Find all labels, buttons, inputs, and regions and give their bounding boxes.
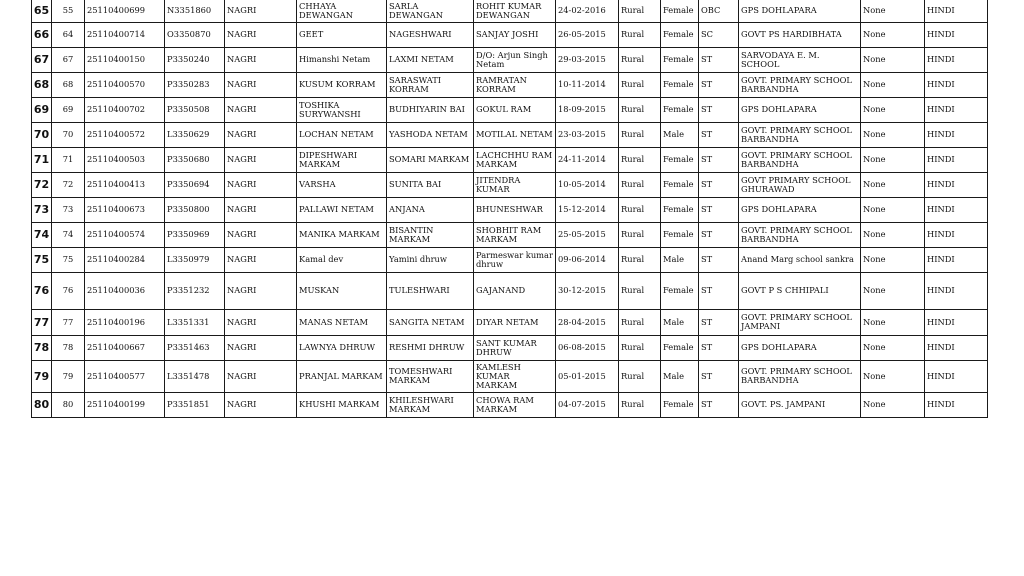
student-list-table: [31, 0, 988, 418]
cell-area: Rural: [619, 392, 661, 417]
cell-gender: Female: [661, 72, 699, 97]
cell-area: Rural: [619, 22, 661, 47]
cell-sno: 80: [32, 392, 52, 417]
cell-code: P3350800: [165, 197, 225, 222]
cell-medium: HINDI: [925, 97, 988, 122]
cell-id: 25110400577: [85, 360, 165, 392]
cell-father: BHUNESHWAR: [474, 197, 556, 222]
cell-id: 25110400036: [85, 272, 165, 309]
table-row: [32, 97, 988, 122]
cell-medium: HINDI: [925, 0, 988, 22]
cell-gender: Male: [661, 360, 699, 392]
cell-mother: SOMARI MARKAM: [387, 147, 474, 172]
cell-block: NAGRI: [225, 335, 297, 360]
cell-gender: Female: [661, 222, 699, 247]
cell-area: Rural: [619, 247, 661, 272]
cell-category: ST: [699, 247, 739, 272]
cell-dob: 15-12-2014: [556, 197, 619, 222]
cell-name: CHHAYA DEWANGAN: [297, 0, 387, 22]
cell-area: Rural: [619, 0, 661, 22]
cell-gender: Male: [661, 247, 699, 272]
cell-area: Rural: [619, 309, 661, 335]
cell-father: KAMLESH KUMAR MARKAM: [474, 360, 556, 392]
cell-medium: HINDI: [925, 392, 988, 417]
cell-code: P3351851: [165, 392, 225, 417]
cell-sno: 79: [32, 360, 52, 392]
cell-code: P3350680: [165, 147, 225, 172]
cell-block: NAGRI: [225, 247, 297, 272]
cell-code: P3351232: [165, 272, 225, 309]
cell-gender: Male: [661, 122, 699, 147]
cell-sno: 66: [32, 22, 52, 47]
cell-id: 25110400673: [85, 197, 165, 222]
cell-id: 25110400284: [85, 247, 165, 272]
cell-school: GOVT. PRIMARY SCHOOL BARBANDHA: [739, 360, 861, 392]
cell-disability: None: [861, 309, 925, 335]
cell-code: P3351463: [165, 335, 225, 360]
cell-dob: 23-03-2015: [556, 122, 619, 147]
cell-area: Rural: [619, 122, 661, 147]
cell-dob: 26-05-2015: [556, 22, 619, 47]
cell-sno: 78: [32, 335, 52, 360]
cell-id: 25110400150: [85, 47, 165, 72]
cell-name: KHUSHI MARKAM: [297, 392, 387, 417]
cell-disability: None: [861, 272, 925, 309]
cell-medium: HINDI: [925, 147, 988, 172]
cell-mother: BUDHIYARIN BAI: [387, 97, 474, 122]
cell-disability: None: [861, 47, 925, 72]
cell-disability: None: [861, 197, 925, 222]
cell-id: 25110400699: [85, 0, 165, 22]
cell-father: GOKUL RAM: [474, 97, 556, 122]
cell-school: GOVT. PRIMARY SCHOOL BARBANDHA: [739, 147, 861, 172]
cell-code: P3350969: [165, 222, 225, 247]
cell-dob: 05-01-2015: [556, 360, 619, 392]
cell-school: GOVT P S CHHIPALI: [739, 272, 861, 309]
cell-block: NAGRI: [225, 72, 297, 97]
cell-id: 25110400503: [85, 147, 165, 172]
cell-category: ST: [699, 335, 739, 360]
cell-mother: TOMESHWARI MARKAM: [387, 360, 474, 392]
cell-block: NAGRI: [225, 172, 297, 197]
cell-roll: 77: [52, 309, 85, 335]
cell-name: VARSHA: [297, 172, 387, 197]
cell-category: SC: [699, 22, 739, 47]
cell-roll: 76: [52, 272, 85, 309]
cell-dob: 10-11-2014: [556, 72, 619, 97]
cell-roll: 68: [52, 72, 85, 97]
cell-disability: None: [861, 247, 925, 272]
cell-area: Rural: [619, 272, 661, 309]
cell-gender: Female: [661, 197, 699, 222]
table-body: [32, 0, 988, 417]
cell-name: Himanshi Netam: [297, 47, 387, 72]
cell-code: L3351331: [165, 309, 225, 335]
cell-name: PALLAWI NETAM: [297, 197, 387, 222]
cell-category: OBC: [699, 0, 739, 22]
cell-medium: HINDI: [925, 247, 988, 272]
cell-disability: None: [861, 172, 925, 197]
table-row: [32, 22, 988, 47]
cell-father: Parmeswar kumar dhruw: [474, 247, 556, 272]
cell-category: ST: [699, 147, 739, 172]
cell-gender: Female: [661, 22, 699, 47]
cell-school: GOVT PS HARDIBHATA: [739, 22, 861, 47]
cell-category: ST: [699, 97, 739, 122]
cell-school: GOVT. PRIMARY SCHOOL BARBANDHA: [739, 72, 861, 97]
cell-medium: HINDI: [925, 22, 988, 47]
cell-dob: 25-05-2015: [556, 222, 619, 247]
cell-disability: None: [861, 222, 925, 247]
cell-area: Rural: [619, 222, 661, 247]
cell-mother: RESHMI DHRUW: [387, 335, 474, 360]
cell-code: P3350283: [165, 72, 225, 97]
cell-disability: None: [861, 97, 925, 122]
cell-disability: None: [861, 72, 925, 97]
cell-disability: None: [861, 360, 925, 392]
cell-dob: 28-04-2015: [556, 309, 619, 335]
cell-roll: 78: [52, 335, 85, 360]
cell-mother: BISANTIN MARKAM: [387, 222, 474, 247]
table-row: [32, 197, 988, 222]
cell-dob: 09-06-2014: [556, 247, 619, 272]
cell-id: 25110400574: [85, 222, 165, 247]
cell-block: NAGRI: [225, 47, 297, 72]
cell-gender: Female: [661, 335, 699, 360]
cell-mother: ANJANA: [387, 197, 474, 222]
table-row: [32, 360, 988, 392]
cell-gender: Female: [661, 147, 699, 172]
cell-sno: 65: [32, 0, 52, 22]
cell-mother: YASHODA NETAM: [387, 122, 474, 147]
cell-id: 25110400570: [85, 72, 165, 97]
cell-medium: HINDI: [925, 197, 988, 222]
cell-sno: 69: [32, 97, 52, 122]
cell-code: O3350870: [165, 22, 225, 47]
cell-block: NAGRI: [225, 122, 297, 147]
cell-disability: None: [861, 0, 925, 22]
cell-father: GAJANAND: [474, 272, 556, 309]
table-row: [32, 335, 988, 360]
cell-area: Rural: [619, 360, 661, 392]
cell-roll: 70: [52, 122, 85, 147]
cell-medium: HINDI: [925, 72, 988, 97]
cell-father: JITENDRA KUMAR: [474, 172, 556, 197]
cell-block: NAGRI: [225, 22, 297, 47]
cell-block: NAGRI: [225, 197, 297, 222]
cell-area: Rural: [619, 172, 661, 197]
cell-gender: Female: [661, 272, 699, 309]
table-row: [32, 247, 988, 272]
cell-dob: 18-09-2015: [556, 97, 619, 122]
cell-school: GOVT. PRIMARY SCHOOL BARBANDHA: [739, 122, 861, 147]
cell-medium: HINDI: [925, 47, 988, 72]
cell-id: 25110400199: [85, 392, 165, 417]
cell-sno: 72: [32, 172, 52, 197]
cell-medium: HINDI: [925, 309, 988, 335]
cell-school: GOVT. PS. JAMPANI: [739, 392, 861, 417]
cell-block: NAGRI: [225, 147, 297, 172]
cell-sno: 76: [32, 272, 52, 309]
cell-area: Rural: [619, 97, 661, 122]
cell-block: NAGRI: [225, 360, 297, 392]
cell-sno: 77: [32, 309, 52, 335]
cell-name: GEET: [297, 22, 387, 47]
cell-code: P3350694: [165, 172, 225, 197]
cell-name: KUSUM KORRAM: [297, 72, 387, 97]
cell-mother: SANGITA NETAM: [387, 309, 474, 335]
cell-name: MANIKA MARKAM: [297, 222, 387, 247]
cell-area: Rural: [619, 197, 661, 222]
cell-school: GOVT. PRIMARY SCHOOL BARBANDHA: [739, 222, 861, 247]
table-row: [32, 122, 988, 147]
cell-name: MUSKAN: [297, 272, 387, 309]
cell-mother: Yamini dhruw: [387, 247, 474, 272]
cell-mother: NAGESHWARI: [387, 22, 474, 47]
cell-sno: 71: [32, 147, 52, 172]
cell-disability: None: [861, 147, 925, 172]
cell-roll: 64: [52, 22, 85, 47]
cell-name: DIPESHWARI MARKAM: [297, 147, 387, 172]
cell-gender: Female: [661, 47, 699, 72]
cell-mother: SARASWATI KORRAM: [387, 72, 474, 97]
table-row: [32, 147, 988, 172]
cell-category: ST: [699, 197, 739, 222]
cell-roll: 72: [52, 172, 85, 197]
cell-mother: SARLA DEWANGAN: [387, 0, 474, 22]
cell-medium: HINDI: [925, 335, 988, 360]
cell-category: ST: [699, 360, 739, 392]
cell-school: SARVODAYA E. M. SCHOOL: [739, 47, 861, 72]
cell-block: NAGRI: [225, 97, 297, 122]
cell-name: Kamal dev: [297, 247, 387, 272]
cell-father: LACHCHHU RAM MARKAM: [474, 147, 556, 172]
cell-sno: 70: [32, 122, 52, 147]
cell-gender: Female: [661, 392, 699, 417]
cell-code: L3350629: [165, 122, 225, 147]
cell-medium: HINDI: [925, 360, 988, 392]
cell-name: LOCHAN NETAM: [297, 122, 387, 147]
cell-gender: Male: [661, 309, 699, 335]
cell-school: GPS DOHLAPARA: [739, 197, 861, 222]
cell-father: SANJAY JOSHI: [474, 22, 556, 47]
cell-name: TOSHIKA SURYWANSHI: [297, 97, 387, 122]
cell-medium: HINDI: [925, 172, 988, 197]
cell-roll: 55: [52, 0, 85, 22]
cell-roll: 69: [52, 97, 85, 122]
cell-disability: None: [861, 22, 925, 47]
table-row: [32, 172, 988, 197]
cell-father: SANT KUMAR DHRUW: [474, 335, 556, 360]
cell-father: RAMRATAN KORRAM: [474, 72, 556, 97]
cell-gender: Female: [661, 172, 699, 197]
cell-block: NAGRI: [225, 309, 297, 335]
cell-school: Anand Marg school sankra: [739, 247, 861, 272]
cell-code: N3351860: [165, 0, 225, 22]
cell-disability: None: [861, 122, 925, 147]
cell-code: L3350979: [165, 247, 225, 272]
cell-category: ST: [699, 392, 739, 417]
cell-school: GPS DOHLAPARA: [739, 335, 861, 360]
cell-medium: HINDI: [925, 272, 988, 309]
cell-category: ST: [699, 222, 739, 247]
cell-block: NAGRI: [225, 272, 297, 309]
cell-disability: None: [861, 335, 925, 360]
table-row: [32, 392, 988, 417]
cell-sno: 67: [32, 47, 52, 72]
cell-school: GOVT PRIMARY SCHOOL GHURAWAD: [739, 172, 861, 197]
cell-father: MOTILAL NETAM: [474, 122, 556, 147]
cell-id: 25110400196: [85, 309, 165, 335]
cell-father: ROHIT KUMAR DEWANGAN: [474, 0, 556, 22]
cell-father: DIYAR NETAM: [474, 309, 556, 335]
cell-roll: 80: [52, 392, 85, 417]
cell-area: Rural: [619, 147, 661, 172]
table-row: [32, 0, 988, 22]
cell-medium: HINDI: [925, 222, 988, 247]
table-row: [32, 309, 988, 335]
cell-disability: None: [861, 392, 925, 417]
cell-school: GPS DOHLAPARA: [739, 0, 861, 22]
cell-sno: 68: [32, 72, 52, 97]
cell-gender: Female: [661, 97, 699, 122]
cell-id: 25110400714: [85, 22, 165, 47]
cell-roll: 71: [52, 147, 85, 172]
cell-dob: 06-08-2015: [556, 335, 619, 360]
cell-mother: KHILESHWARI MARKAM: [387, 392, 474, 417]
cell-dob: 24-11-2014: [556, 147, 619, 172]
cell-roll: 73: [52, 197, 85, 222]
cell-area: Rural: [619, 335, 661, 360]
table-row: [32, 222, 988, 247]
cell-name: MANAS NETAM: [297, 309, 387, 335]
cell-category: ST: [699, 172, 739, 197]
cell-dob: 30-12-2015: [556, 272, 619, 309]
cell-block: NAGRI: [225, 392, 297, 417]
table-row: [32, 47, 988, 72]
cell-dob: 24-02-2016: [556, 0, 619, 22]
cell-block: NAGRI: [225, 0, 297, 22]
cell-roll: 67: [52, 47, 85, 72]
cell-father: D/O: Arjun Singh Netam: [474, 47, 556, 72]
cell-category: ST: [699, 122, 739, 147]
cell-id: 25110400667: [85, 335, 165, 360]
cell-block: NAGRI: [225, 222, 297, 247]
cell-sno: 75: [32, 247, 52, 272]
cell-category: ST: [699, 47, 739, 72]
cell-id: 25110400413: [85, 172, 165, 197]
cell-gender: Female: [661, 0, 699, 22]
cell-roll: 74: [52, 222, 85, 247]
cell-dob: 10-05-2014: [556, 172, 619, 197]
cell-father: CHOWA RAM MARKAM: [474, 392, 556, 417]
cell-id: 25110400572: [85, 122, 165, 147]
cell-area: Rural: [619, 72, 661, 97]
cell-mother: LAXMI NETAM: [387, 47, 474, 72]
cell-dob: 29-03-2015: [556, 47, 619, 72]
cell-roll: 75: [52, 247, 85, 272]
cell-name: PRANJAL MARKAM: [297, 360, 387, 392]
cell-medium: HINDI: [925, 122, 988, 147]
cell-sno: 73: [32, 197, 52, 222]
cell-category: ST: [699, 309, 739, 335]
cell-id: 25110400702: [85, 97, 165, 122]
cell-mother: TULESHWARI: [387, 272, 474, 309]
cell-dob: 04-07-2015: [556, 392, 619, 417]
table-row: [32, 272, 988, 309]
table-row: [32, 72, 988, 97]
cell-name: LAWNYA DHRUW: [297, 335, 387, 360]
cell-area: Rural: [619, 47, 661, 72]
cell-sno: 74: [32, 222, 52, 247]
cell-school: GOVT. PRIMARY SCHOOL JAMPANI: [739, 309, 861, 335]
cell-code: L3351478: [165, 360, 225, 392]
cell-school: GPS DOHLAPARA: [739, 97, 861, 122]
cell-mother: SUNITA BAI: [387, 172, 474, 197]
cell-code: P3350240: [165, 47, 225, 72]
cell-roll: 79: [52, 360, 85, 392]
cell-code: P3350508: [165, 97, 225, 122]
cell-category: ST: [699, 272, 739, 309]
cell-father: SHOBHIT RAM MARKAM: [474, 222, 556, 247]
cell-category: ST: [699, 72, 739, 97]
